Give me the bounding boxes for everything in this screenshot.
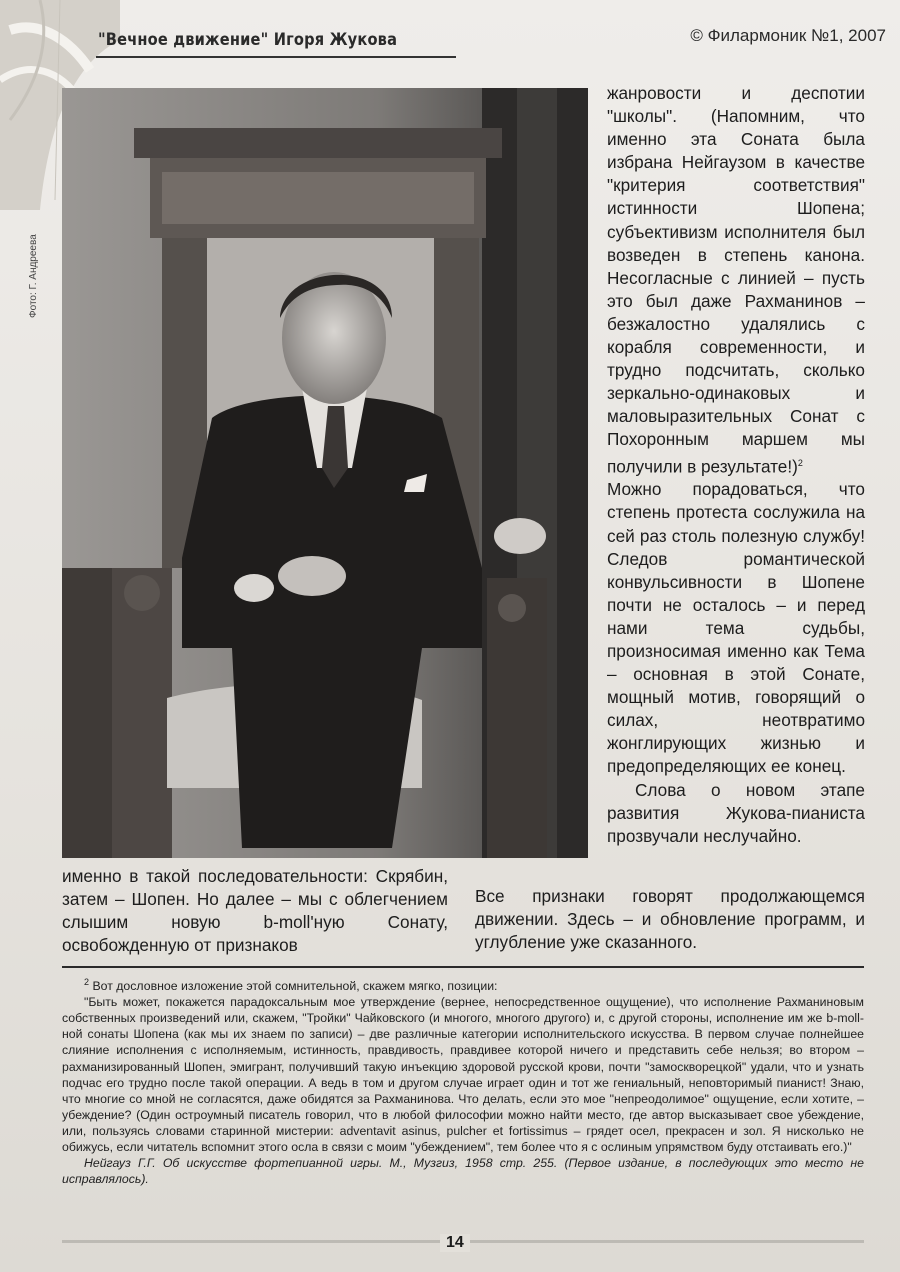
right-paragraph-3: Слова о новом этапе развития Жукова-пианиста прозвучали неслучайно. bbox=[607, 779, 865, 846]
right-bottom-paragraph: Все признаки говорят продолжающемся движении. Здесь – и обновление программ, и углубление уже сказанного. bbox=[475, 886, 865, 953]
copyright: © Филармоник №1, 2007 bbox=[690, 26, 886, 45]
right-column bbox=[607, 82, 865, 848]
paragraph-text: жанровости и деспотии "школы". (Напомним, что именно эта Соната была избрана Нейгаузом в качестве "критерия соответствия" истинности Шопена; субъективизм исполнителя был возведен в степень канона. Несогласные с линией – пусть это был даже Рахманинов – безжалостно удалялись с корабля современности, и трудно подсчитать, сколько зеркально-одинаковых и маловыразительных Сонат с Похоронным маршем мы получили в результате!) bbox=[607, 83, 865, 477]
portrait-photo bbox=[62, 88, 588, 858]
header-rule bbox=[96, 56, 456, 58]
footnote-quote: "Быть может, покажется парадоксальным мое утверждение (вернее, непосредственное ощущение), что исполнение Рахманиновым собственных произведений или, скажем, "Тройки" Чайковского (и многого, многого другого) и, с другой стороны, исполнение им же b-moll-ной сонаты Шопена (как мы их знаем по записи) – две различные категории исполнительского искусства. В первом случае полнейшее слияние исполнения с исполняемым, истинность, правдивость, правдивее которой ничего и представить себе нельзя; во втором – рахманизированный Шопен, эмигрант, получивший такую инъекцию здоровой русской крови, почти "замоскворецкой" удали, что и узнать подчас его трудно после такой операции. А ведь в том и другом случае играет один и тот же гениальный, неповторимый пианист! Знаю, что многие со мной не согласятся, даже обидятся за Рахманинова. Что делать, если это мое "непреодолимое" ощущение, если хотите, – убеждение? (Один остроумный писатель говорил, что в любой философии можно найти место, где автор высказывает свое убеждение, или, пользуясь словами старинной мистерии: adventavit asinus, pulcher et fortissimus – грядет осел, прекрасен и зол. Я нисколько не обижусь, если читатель вспомнит этого осла в связи с моим "убеждением", тем более что я с ослиным упрямством буду отстаивать его.)" bbox=[62, 995, 864, 1155]
footnote-source: Нейгауз Г.Г. Об искусстве фортепианной игры. М., Музгиз, 1958 стр. 255. (Первое издание, в последующих это место не исправлялось). bbox=[62, 1156, 864, 1187]
footnote-marker: 2 bbox=[84, 977, 90, 987]
portrait-image-icon bbox=[62, 88, 588, 858]
footnote-ref[interactable]: 2 bbox=[797, 457, 803, 468]
left-bottom-paragraph: именно в такой последовательности: Скрябин, затем – Шопен. Но далее – мы с облегчением слышим новую b-moll'ную Сонату, освобожденную от признаков bbox=[62, 866, 448, 956]
footnote-block bbox=[62, 974, 864, 1187]
photo-credit: Фото: Г. Андреева bbox=[28, 234, 39, 318]
right-paragraph-1 bbox=[607, 82, 865, 478]
footnote-intro bbox=[62, 974, 864, 994]
footnote-intro-text: Вот дословное изложение этой сомнительной, скажем мягко, позиции: bbox=[92, 979, 498, 994]
footnote-rule bbox=[62, 966, 864, 968]
running-title: "Вечное движение" Игоря Жукова bbox=[98, 30, 398, 50]
page-number: 14 bbox=[440, 1234, 470, 1252]
right-paragraph-2: Можно порадоваться, что степень протеста сослужила на сей раз столь полезную службу! Следов романтической конвульсивности в Шопене почти не осталось – и перед нами тема судьбы, произносимая именно как Тема – основная в этой Сонате, мощный мотив, говорящий о силах, неотвратимо жонглирующих жизнью и предопределяющих ее конец. bbox=[607, 479, 865, 777]
